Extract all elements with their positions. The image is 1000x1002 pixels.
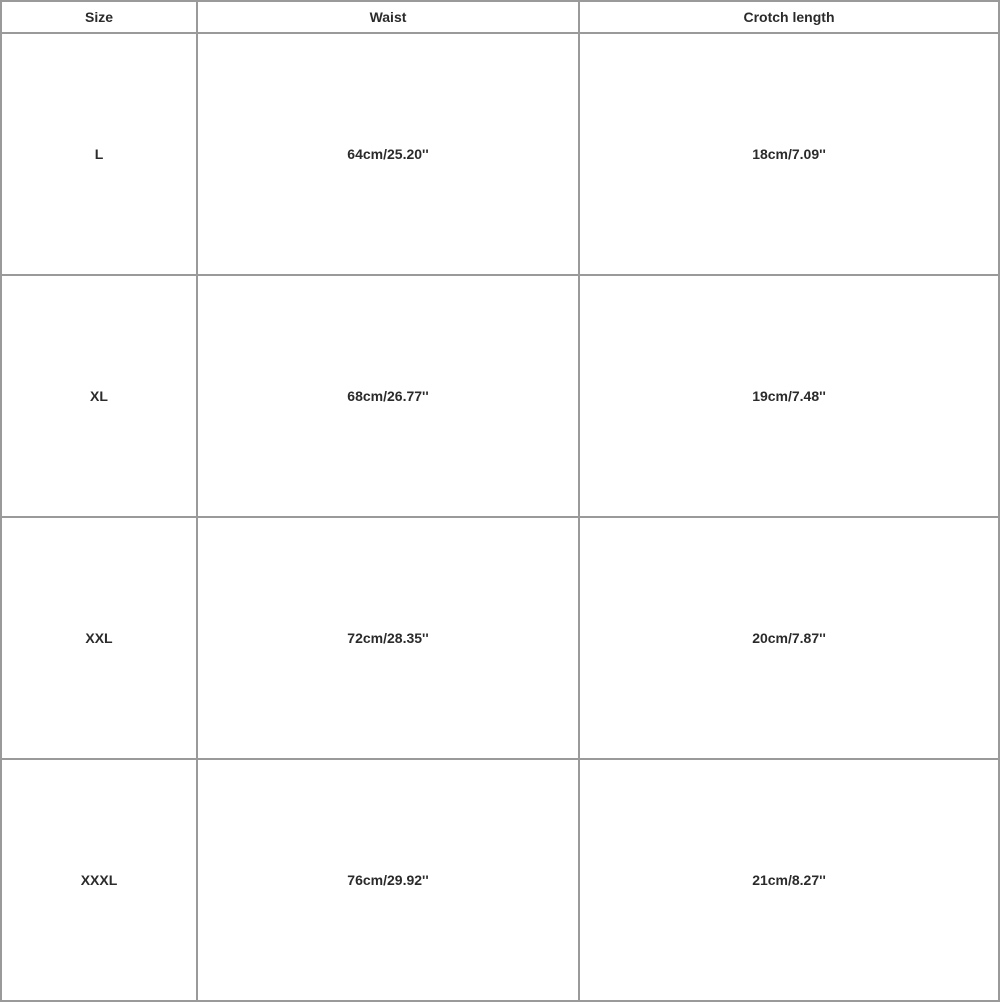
table-body <box>1 33 999 1001</box>
header-crotch-length: Crotch length <box>579 1 999 33</box>
cell-waist: 64cm/25.20'' <box>197 33 579 275</box>
table-row <box>1 517 999 759</box>
cell-crotch-length: 19cm/7.48'' <box>579 275 999 517</box>
table-row <box>1 759 999 1001</box>
header-row <box>1 1 999 33</box>
table-row <box>1 275 999 517</box>
header-waist: Waist <box>197 1 579 33</box>
cell-waist: 72cm/28.35'' <box>197 517 579 759</box>
table-row <box>1 33 999 275</box>
cell-size: XL <box>1 275 197 517</box>
header-size: Size <box>1 1 197 33</box>
cell-waist: 68cm/26.77'' <box>197 275 579 517</box>
cell-size: XXXL <box>1 759 197 1001</box>
table-header <box>1 1 999 33</box>
cell-crotch-length: 18cm/7.09'' <box>579 33 999 275</box>
cell-size: XXL <box>1 517 197 759</box>
cell-waist: 76cm/29.92'' <box>197 759 579 1001</box>
cell-crotch-length: 21cm/8.27'' <box>579 759 999 1001</box>
cell-size: L <box>1 33 197 275</box>
cell-crotch-length: 20cm/7.87'' <box>579 517 999 759</box>
